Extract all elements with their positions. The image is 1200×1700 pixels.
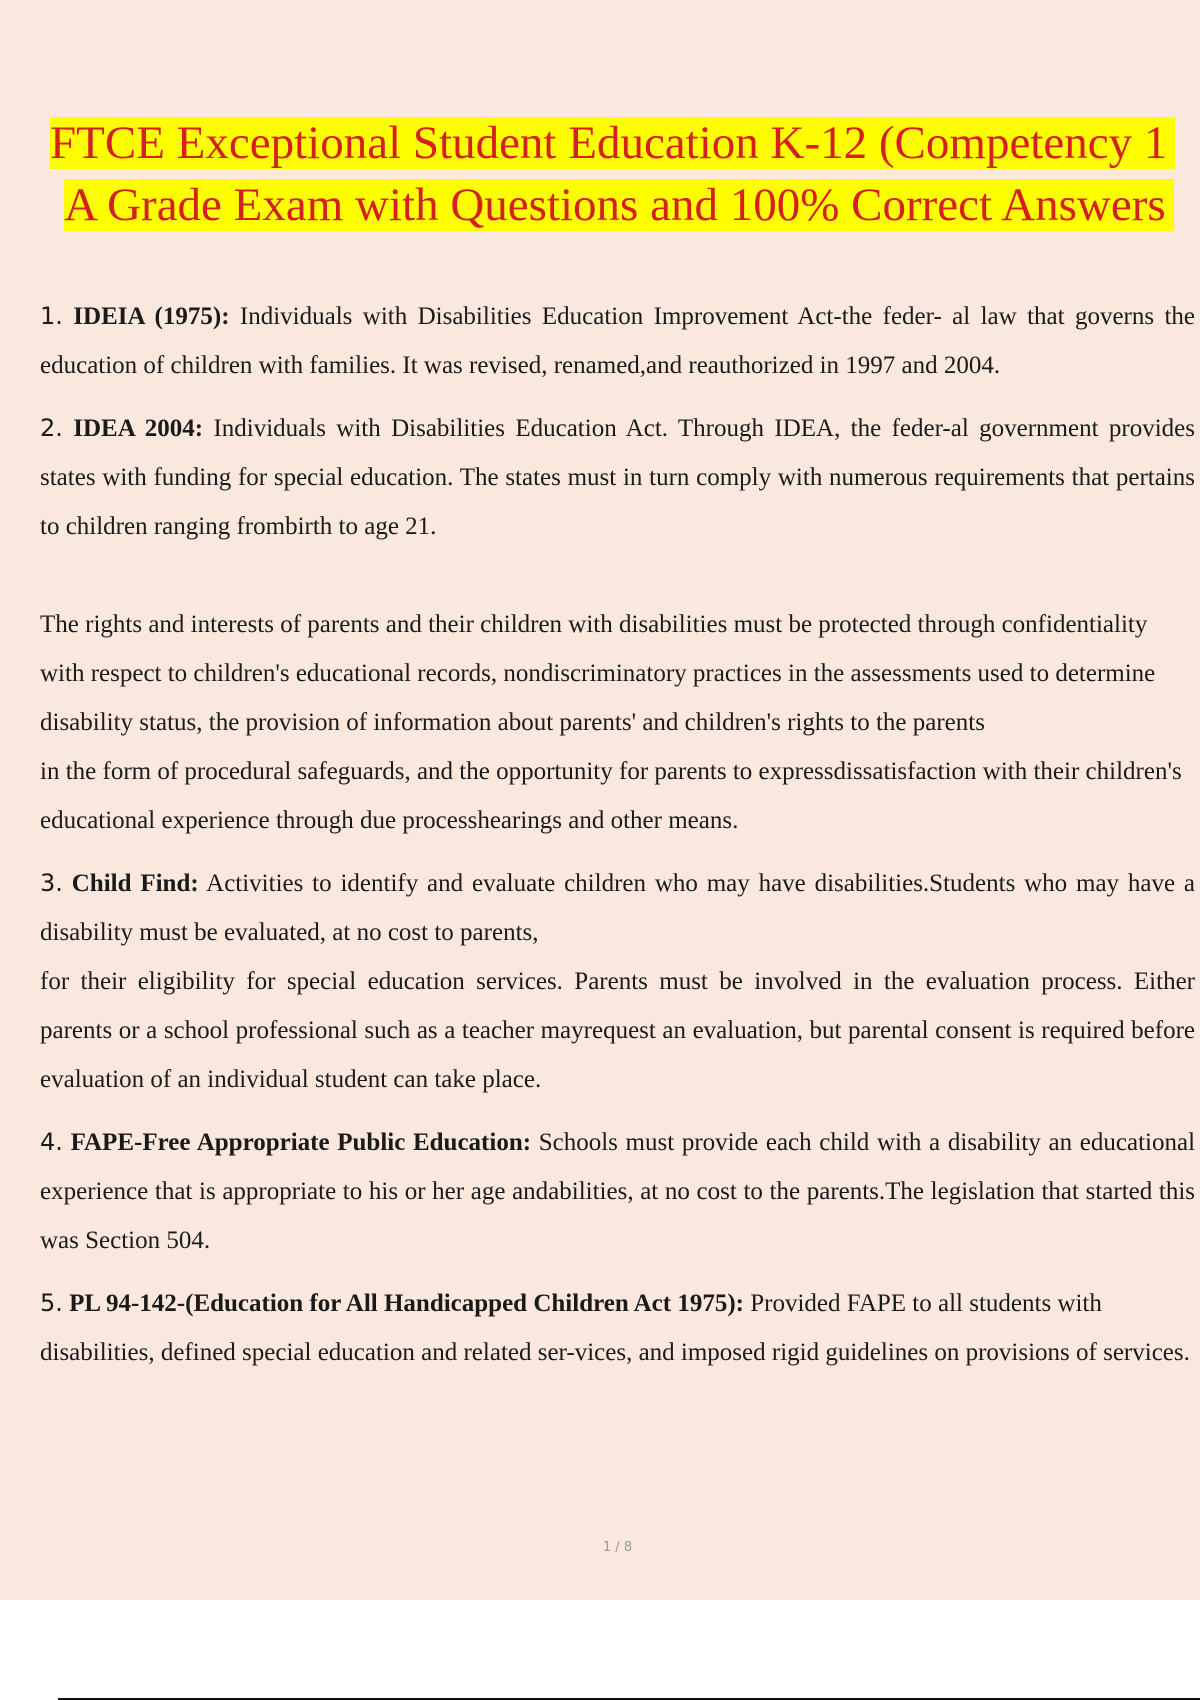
document-body xyxy=(40,292,1195,1391)
entry-paragraph: for their eligibility for special education services. Parents must be involved in the evaluation process. Either parents or a school professional such as a teacher mayrequest an evaluation, but parental consent is required before evaluation of an individual student can take place. xyxy=(40,968,1195,1093)
entry-paragraph: in the form of procedural safeguards, and the opportunity for parents to expressdissatisfaction with their children's educational experience through due processhearings and other means. xyxy=(40,758,1182,834)
entry-term: PL 94-142-(Education for All Handicapped Children Act 1975): xyxy=(69,1290,744,1317)
entry-text: Provided FAPE to all students with disabilities, defined special education and related ser-vices, and imposed rigid guidelines on provisions of services. xyxy=(40,1290,1190,1366)
entry-number: 3. xyxy=(40,869,63,897)
entry-4 xyxy=(40,1118,1195,1265)
title-line-2: A Grade Exam with Questions and 100% Correct Answers xyxy=(64,174,1200,236)
entry-number: 2. xyxy=(40,414,63,442)
entry-term: FAPE-Free Appropriate Public Education: xyxy=(70,1129,532,1156)
title-line-1: FTCE Exceptional Student Education K-12 (Competency 1 xyxy=(50,112,1200,174)
entry-number: 4. xyxy=(40,1128,63,1156)
entry-text: Individuals with Disabilities Education Improvement Act-the feder- al law that governs the education of children with families. It was revised, renamed,and reauthorized in 1997 and 2004. xyxy=(40,303,1196,379)
entry-text: Schools must provide each child with a disability an educational experience that is appropriate to his or her age andabilities, at no cost to the parents.The legislation that started this was Section 504. xyxy=(40,1129,1196,1254)
entry-text: Individuals with Disabilities Education Act. Through IDEA, the feder-al government provides states with funding for special education. The states must in turn comply with numerous requirements that pertains to children ranging frombirth to age 21. xyxy=(40,415,1196,540)
entry-number: 5. xyxy=(40,1289,63,1317)
entry-2 xyxy=(40,404,1195,845)
entry-3 xyxy=(40,859,1195,1104)
page-indicator: 1 / 8 xyxy=(602,1540,633,1555)
entry-1 xyxy=(40,292,1195,390)
entry-term: IDEA 2004: xyxy=(73,415,204,442)
entry-term: IDEIA (1975): xyxy=(73,303,230,330)
entry-paragraph: The rights and interests of parents and their children with disabilities must be protected through confidentiality with respect to children's educational records, nondiscriminatory practices in the assessments used to determine disability status, the provision of information about parents' and children's rights to the parents xyxy=(40,611,1156,736)
entry-5 xyxy=(40,1279,1195,1377)
entry-number: 1. xyxy=(40,302,63,330)
document-title xyxy=(0,112,1200,236)
entry-term: Child Find: xyxy=(71,870,199,897)
entry-text: Activities to identify and evaluate children who may have disabilities.Students who may have a disability must be evaluated, at no cost to parents, xyxy=(40,870,1196,946)
